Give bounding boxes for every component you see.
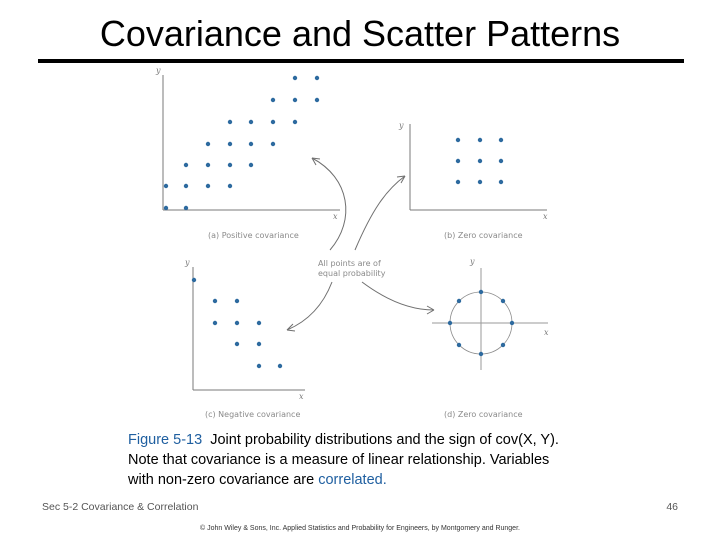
dot [478,180,482,184]
dot [271,98,275,102]
dot [501,343,505,347]
dot [228,163,232,167]
panel-b-x-label: x [543,212,548,221]
panel-d-x-label: x [544,328,549,337]
dot [164,184,168,188]
dot [457,299,461,303]
panel-c-x-label: x [299,392,304,401]
dot [271,120,275,124]
caption-line-1 [128,430,688,450]
dot [501,299,505,303]
dot [206,184,210,188]
arrow-to-panel-d [362,282,434,310]
dot [164,206,168,210]
dot [184,184,188,188]
dot [456,138,460,142]
dot [456,180,460,184]
caption-text-1: Joint probability distributions and the sign of cov(X, Y). [210,432,559,448]
dot [457,343,461,347]
dot [478,138,482,142]
caption-period: . [382,472,387,488]
arrow-to-panel-b [355,176,405,250]
panel-a-positive [155,66,340,240]
dot [213,299,217,303]
dot [293,120,297,124]
center-label-line2: equal probability [318,269,386,278]
dot [249,142,253,146]
dot [315,98,319,102]
dot [293,98,297,102]
page-number: 46 [666,501,678,513]
slide-title: Covariance and Scatter Patterns [99,13,621,54]
dot [192,278,196,282]
dot [235,321,239,325]
dot [184,206,188,210]
panel-b-y-label: y [399,121,404,130]
dot [257,342,261,346]
dot [257,321,261,325]
center-label-line1: All points are of [318,259,381,268]
dot [479,352,483,356]
figure-caption [128,430,688,490]
panel-a-dots [164,76,319,210]
panel-a-y-label: y [156,66,161,75]
panel-b-dots [456,138,503,184]
arrowhead-c [287,324,295,331]
dot [478,159,482,163]
dot [249,163,253,167]
dot [206,163,210,167]
panel-b-caption: (b) Zero covariance [444,231,523,240]
dot [315,76,319,80]
panel-d-zero-circle [432,257,549,419]
dot [479,290,483,294]
dot [499,180,503,184]
dot [235,299,239,303]
dot [456,159,460,163]
dot [271,142,275,146]
dot [448,321,452,325]
dot [249,120,253,124]
figure-label: Figure 5-13 [128,432,203,448]
dot [213,321,217,325]
caption-text-3: with non-zero covariance are [128,472,315,488]
panel-b-zero [398,121,548,240]
dot [510,321,514,325]
dot [257,364,261,368]
dot [278,364,282,368]
arrow-to-panel-a [312,158,346,250]
panel-d-caption: (d) Zero covariance [444,410,523,419]
dot [499,138,503,142]
panel-c-caption: (c) Negative covariance [205,410,301,419]
dot [184,163,188,167]
dot [293,76,297,80]
panel-a-x-label: x [333,212,338,221]
dot [499,159,503,163]
caption-line-2: Note that covariance is a measure of linear relationship. Variables [128,452,550,468]
panel-d-y-label: y [470,257,475,266]
panel-a-caption: (a) Positive covariance [208,231,299,240]
dot [235,342,239,346]
caption-line-3 [128,470,688,490]
copyright-notice: © John Wiley & Sons, Inc. Applied Statistics and Probability for Engineers, by Montgomery and Runger. [200,525,520,532]
footer-section-label: Sec 5-2 Covariance & Correlation [42,501,199,513]
panel-c-y-label: y [185,258,190,267]
dot [206,142,210,146]
panel-c-negative [184,258,305,419]
dot [228,142,232,146]
dot [228,184,232,188]
caption-emphasis: correlated [318,472,383,488]
arrow-to-panel-c [287,282,332,330]
center-annotation [287,158,434,331]
panel-c-dots [192,278,282,368]
dot [228,120,232,124]
